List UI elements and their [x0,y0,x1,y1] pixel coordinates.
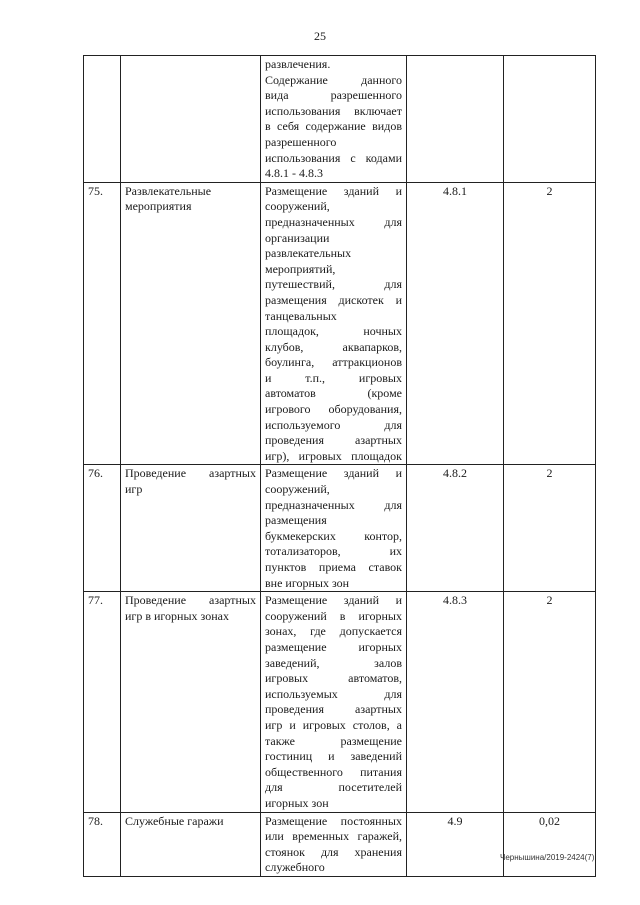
use-description-line: стоянок для хранения [265,844,402,859]
use-name-line: игр в игорных зонах [125,608,229,623]
coefficient-value: 2 [546,183,553,198]
use-description-line: игорных зон [265,795,329,810]
coefficient-cell [504,182,596,465]
use-description-cell [261,465,407,592]
use-description-line: заведений, залов [265,655,402,670]
row-number: 78. [88,813,103,828]
use-description-line: площадок, ночных [265,324,402,339]
use-description-line: вида разрешенного [265,88,402,103]
use-description-line: разрешенного [265,134,337,149]
use-description-line: игр и игровых столов, а [265,717,402,732]
use-name-cell [121,812,261,876]
use-description-line: используемых для [265,686,402,701]
use-description-line: общественного питания [265,764,402,779]
use-description-line: Содержание данного [265,72,402,87]
table-row [84,56,596,183]
use-name-line: игр [125,482,143,497]
row-number: 75. [88,183,103,198]
table-row [84,592,596,812]
coefficient-cell [504,812,596,876]
table-row [84,182,596,465]
use-code: 4.9 [447,813,463,828]
use-name-line: Служебные гаражи [125,813,224,828]
row-number-cell [84,56,121,183]
coefficient-value: 2 [546,593,553,608]
use-description-line: боулинга, аттракционов [265,355,402,370]
use-description-line: размещение игорных [265,639,402,654]
use-description-line: танцевальных [265,308,337,323]
use-description-line: игровых автоматов, [265,671,402,686]
row-number-cell [84,592,121,812]
coefficient-cell [504,56,596,183]
coefficient-value: 0,02 [539,813,560,828]
use-description-line: используемого для [265,417,402,432]
use-description-line: букмекерских контор, [265,528,402,543]
use-code-cell [407,56,504,183]
use-description-line: служебного [265,860,325,875]
use-description-line: также размещение [265,733,402,748]
page-number: 25 [314,29,326,43]
use-description-cell [261,592,407,812]
use-description-line: путешествий, для [265,277,402,292]
use-code-cell [407,182,504,465]
use-name-line: Проведение азартных [125,466,256,481]
table-row [84,465,596,592]
use-name-cell [121,592,261,812]
row-number: 77. [88,593,103,608]
use-description-line: игр), игровых площадок [265,448,402,463]
use-description-line: сооружений, [265,199,330,214]
use-description-line: проведения азартных [265,702,402,717]
use-name-line: Проведение азартных [125,593,256,608]
use-description-line: мероприятий, [265,261,336,276]
use-name-line: Развлекательные [125,183,212,198]
use-description-line: Размещение зданий и [265,183,402,198]
coefficient-cell [504,465,596,592]
use-code: 4.8.1 [443,183,467,198]
use-code-cell [407,592,504,812]
use-description-line: игрового оборудования, [265,402,402,417]
use-description-line: зонах, где допускается [265,624,402,639]
document-footer-code: Чернышина/2019-2424(7) [500,853,595,862]
use-description-line: сооружений в игорных [265,608,402,623]
use-description-line: автоматов (кроме [265,386,402,401]
use-description-line: тотализаторов, их [265,544,402,559]
coefficient-value: 2 [546,466,553,481]
use-description-line: предназначенных для [265,214,402,229]
use-description-line: использования с кодами [265,150,402,165]
use-description-line: сооружений, [265,482,330,497]
table-row [84,812,596,876]
use-description-line: вне игорных зон [265,575,350,590]
use-description-line: и т.п., игровых [265,370,402,385]
use-description-line: Размещение постоянных [265,813,402,828]
use-name-line: мероприятия [125,199,192,214]
use-description-line: в себя содержание видов [265,119,402,134]
table-body [84,56,596,877]
use-description-cell [261,182,407,465]
land-use-table [83,55,596,877]
use-description-line: Размещение зданий и [265,593,402,608]
row-number: 76. [88,466,103,481]
use-description-line: организации [265,230,330,245]
use-code: 4.8.2 [443,466,467,481]
row-number-cell [84,182,121,465]
use-description-line: размещения дискотек и [265,292,402,307]
use-description-line: размещения [265,513,327,528]
use-description-cell [261,812,407,876]
use-description-line: предназначенных для [265,497,402,512]
use-code: 4.8.3 [443,593,467,608]
use-description-line: 4.8.1 - 4.8.3 [265,166,323,181]
use-description-line: развлекательных [265,246,352,261]
use-code-cell [407,465,504,592]
use-description-line: развлечения. [265,57,331,71]
coefficient-cell [504,592,596,812]
use-description-line: для посетителей [265,780,402,795]
use-description-line: проведения азартных [265,433,402,448]
use-description-line: гостиниц и заведений [265,749,402,764]
use-name-cell [121,56,261,183]
row-number-cell [84,465,121,592]
use-name-cell [121,182,261,465]
use-description-line: использования включает [265,103,402,118]
use-description-line: клубов, аквапарков, [265,339,402,354]
use-description-cell [261,56,407,183]
use-description-line: Размещение зданий и [265,466,402,481]
use-description-line: пунктов приема ставок [265,560,402,574]
row-number-cell [84,812,121,876]
use-name-cell [121,465,261,592]
use-description-line: или временных гаражей, [265,829,402,844]
use-code-cell [407,812,504,876]
